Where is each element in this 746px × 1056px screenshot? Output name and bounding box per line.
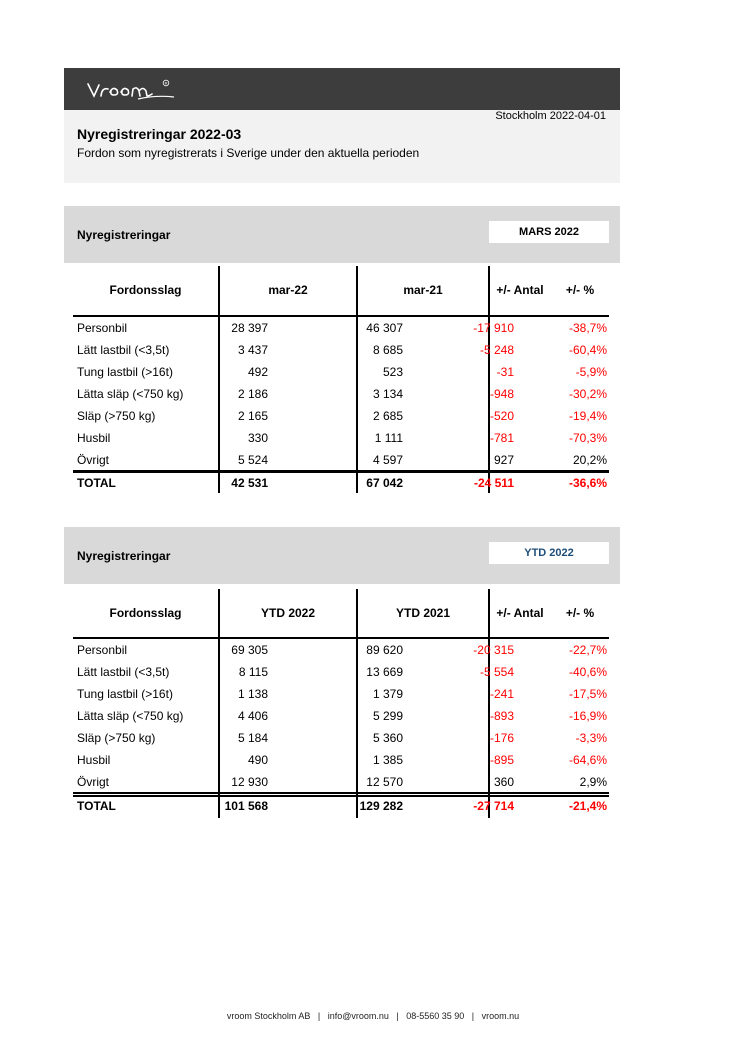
row-label: Tung lastbil (>16t)	[77, 687, 173, 701]
row-label: Lätta släp (<750 kg)	[77, 387, 184, 401]
table-header-row	[64, 589, 620, 637]
value-previous: 3 134	[372, 387, 403, 401]
value-current: 2 165	[237, 409, 268, 423]
vroom-logo	[86, 76, 182, 102]
row-label: Lätt lastbil (<3,5t)	[77, 665, 170, 679]
diff-percent: -5,9%	[575, 365, 607, 379]
diff-count: -948	[489, 387, 514, 401]
value-current: 492	[247, 365, 268, 379]
column-header: +/- Antal	[496, 606, 544, 620]
diff-count: -176	[489, 731, 514, 745]
diff-count: 360	[493, 775, 514, 789]
value-previous: 89 620	[366, 643, 403, 657]
total-current: 101 568	[224, 799, 268, 813]
month-section	[64, 206, 620, 496]
value-current: 8 115	[238, 665, 268, 679]
row-label: Släp (>750 kg)	[77, 409, 156, 423]
value-current: 5 524	[237, 453, 268, 467]
row-label: Lätta släp (<750 kg)	[77, 709, 184, 723]
diff-percent: -60,4%	[568, 343, 607, 357]
table-row	[64, 683, 620, 705]
value-current: 2 186	[237, 387, 268, 401]
total-diff-percent: -21,4%	[568, 799, 607, 813]
table-row	[64, 339, 620, 361]
table-row	[64, 427, 620, 449]
table-row	[64, 727, 620, 749]
value-current: 69 305	[231, 643, 268, 657]
document-header	[64, 110, 620, 183]
value-previous: 4 597	[372, 453, 403, 467]
table-row	[64, 705, 620, 727]
value-previous: 12 570	[366, 775, 403, 789]
report-date: Stockholm 2022-04-01	[495, 110, 606, 122]
month-section-header	[64, 206, 620, 263]
row-label: Personbil	[77, 643, 128, 657]
ytd-section-header	[64, 527, 620, 584]
value-current: 12 930	[231, 775, 268, 789]
period-badge: MARS 2022	[489, 221, 609, 243]
diff-percent: -3,3%	[575, 731, 607, 745]
column-header: Fordonsslag	[109, 283, 182, 297]
value-previous: 2 685	[372, 409, 403, 423]
diff-percent: -70,3%	[568, 431, 607, 445]
column-header: YTD 2022	[260, 606, 316, 620]
table-row	[64, 749, 620, 771]
diff-count: -893	[489, 709, 514, 723]
diff-percent: -40,6%	[568, 665, 607, 679]
diff-count: -241	[489, 687, 514, 701]
row-label: Lätt lastbil (<3,5t)	[77, 343, 170, 357]
value-previous: 523	[382, 365, 403, 379]
value-current: 330	[247, 431, 268, 445]
section-label: Nyregistreringar	[77, 228, 171, 242]
diff-count: -781	[489, 431, 514, 445]
table-row	[64, 317, 620, 339]
value-previous: 8 685	[372, 343, 403, 357]
value-current: 28 397	[231, 321, 268, 335]
diff-percent: -19,4%	[568, 409, 607, 423]
total-label: TOTAL	[77, 476, 116, 490]
value-previous: 1 379	[372, 687, 403, 701]
total-diff-count: -27 714	[473, 799, 514, 813]
value-previous: 5 299	[372, 709, 403, 723]
row-label: Övrigt	[77, 453, 110, 467]
diff-count: 927	[493, 453, 514, 467]
total-row	[64, 795, 620, 817]
row-label: Släp (>750 kg)	[77, 731, 156, 745]
row-label: Husbil	[77, 431, 111, 445]
column-header: +/- %	[565, 606, 595, 620]
value-current: 3 437	[237, 343, 268, 357]
section-label: Nyregistreringar	[77, 549, 171, 563]
table-row	[64, 361, 620, 383]
page-subtitle: Fordon som nyregistrerats i Sverige under den aktuella perioden	[77, 146, 420, 160]
diff-percent: -17,5%	[568, 687, 607, 701]
column-header: +/- %	[565, 283, 595, 297]
diff-percent: -38,7%	[568, 321, 607, 335]
diff-percent: -30,2%	[568, 387, 607, 401]
diff-percent: 2,9%	[579, 775, 607, 789]
total-row	[64, 472, 620, 494]
value-current: 5 184	[237, 731, 268, 745]
diff-count: -5 248	[479, 343, 514, 357]
value-previous: 1 111	[374, 431, 403, 445]
table-row	[64, 771, 620, 793]
total-rule	[73, 792, 609, 794]
table-row	[64, 661, 620, 683]
diff-count: -20 315	[473, 643, 514, 657]
page-title: Nyregistreringar 2022-03	[77, 126, 242, 142]
period-badge: YTD 2022	[489, 542, 609, 564]
top-bar	[64, 68, 620, 110]
total-diff-count: -24 511	[473, 476, 514, 490]
diff-percent: -64,6%	[568, 753, 607, 767]
svg-text:R: R	[164, 80, 168, 86]
value-previous: 46 307	[366, 321, 403, 335]
diff-count: -31	[496, 365, 514, 379]
total-previous: 129 282	[359, 799, 403, 813]
diff-count: -5 554	[479, 665, 514, 679]
value-current: 1 138	[237, 687, 268, 701]
row-label: Husbil	[77, 753, 111, 767]
page-footer: vroom Stockholm AB | info@vroom.nu | 08-5560 35 90 | vroom.nu	[226, 1011, 520, 1021]
column-header: mar-22	[268, 283, 308, 297]
value-current: 490	[247, 753, 268, 767]
total-label: TOTAL	[77, 799, 116, 813]
value-previous: 5 360	[372, 731, 403, 745]
row-label: Tung lastbil (>16t)	[77, 365, 173, 379]
total-current: 42 531	[231, 476, 268, 490]
column-header: +/- Antal	[496, 283, 544, 297]
diff-percent: -16,9%	[568, 709, 607, 723]
diff-percent: 20,2%	[572, 453, 607, 467]
total-diff-percent: -36,6%	[568, 476, 607, 490]
table-header-row	[64, 266, 620, 314]
table-row	[64, 405, 620, 427]
row-label: Övrigt	[77, 775, 110, 789]
table-row	[64, 449, 620, 471]
row-label: Personbil	[77, 321, 128, 335]
value-current: 4 406	[237, 709, 268, 723]
diff-count: -895	[489, 753, 514, 767]
total-previous: 67 042	[366, 476, 403, 490]
value-previous: 1 385	[372, 753, 403, 767]
table-row	[64, 639, 620, 661]
ytd-section	[64, 527, 620, 822]
column-header: Fordonsslag	[109, 606, 182, 620]
value-previous: 13 669	[366, 665, 403, 679]
diff-count: -17 910	[473, 321, 514, 335]
diff-percent: -22,7%	[568, 643, 607, 657]
diff-count: -520	[489, 409, 514, 423]
column-header: mar-21	[403, 283, 443, 297]
column-header: YTD 2021	[395, 606, 451, 620]
table-row	[64, 383, 620, 405]
